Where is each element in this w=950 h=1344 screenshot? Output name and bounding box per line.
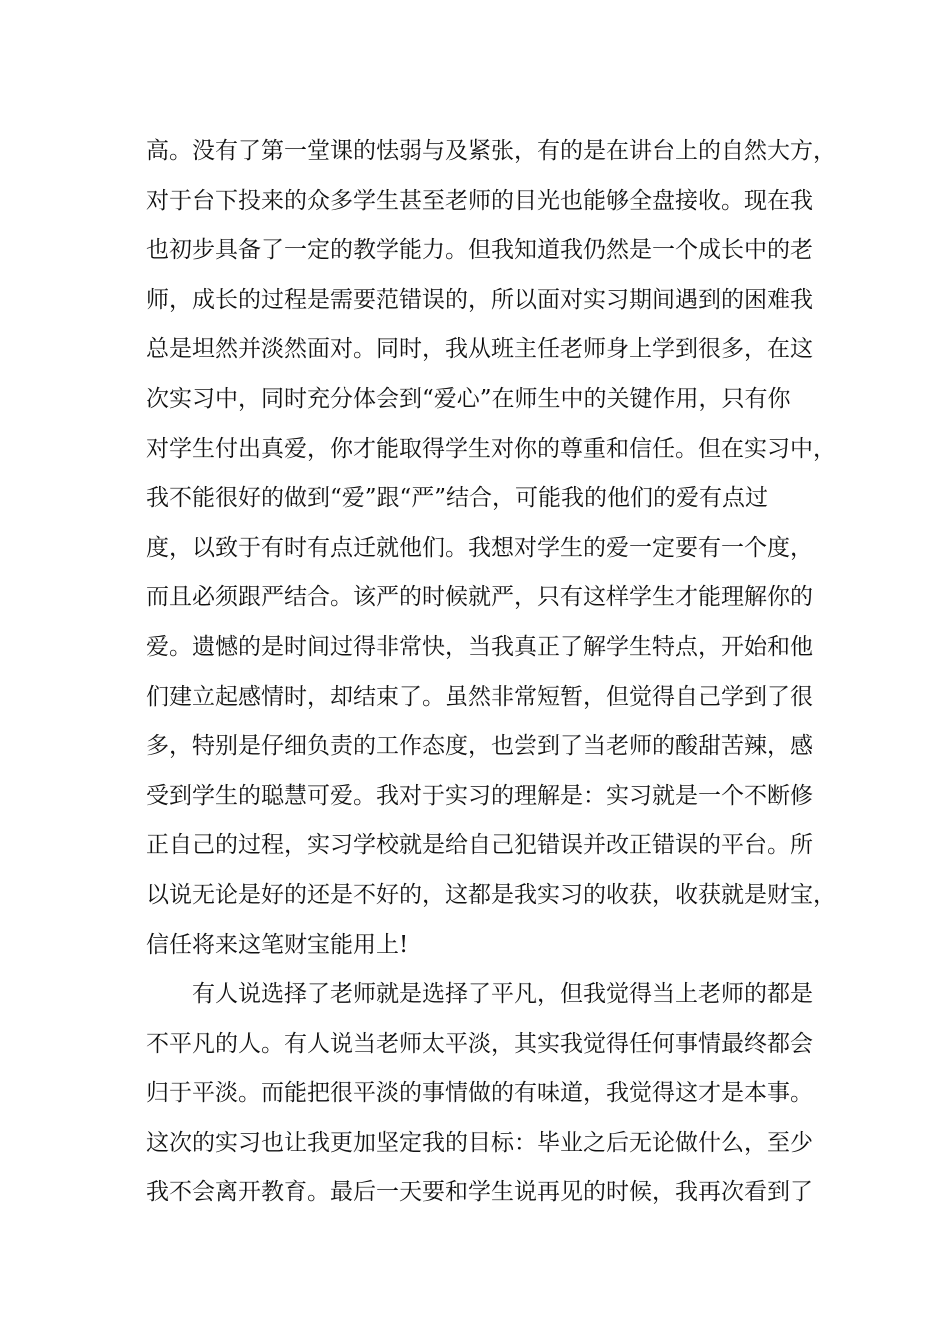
text-line: 我不会离开教育。最后一天要和学生说再见的时候，我再次看到了	[146, 1179, 813, 1206]
text-line: 对于台下投来的众多学生甚至老师的目光也能够全盘接收。现在我	[146, 187, 813, 214]
text-line: 受到学生的聪慧可爱。我对于实习的理解是：实习就是一个不断修	[146, 782, 813, 809]
text-line: 总是坦然并淡然面对。同时，我从班主任老师身上学到很多，在这	[146, 336, 813, 363]
text-line: 而且必须跟严结合。该严的时候就严，只有这样学生才能理解你的	[146, 584, 813, 611]
text-line: 也初步具备了一定的教学能力。但我知道我仍然是一个成长中的老	[146, 237, 813, 264]
text-line: 度，以致于有时有点迁就他们。我想对学生的爱一定要有一个度，	[146, 534, 813, 561]
text-line: 爱。遗憾的是时间过得非常快，当我真正了解学生特点，开始和他	[146, 633, 813, 660]
body-text	[146, 131, 836, 1222]
text-line: 以说无论是好的还是不好的，这都是我实习的收获，收获就是财宝，	[146, 881, 836, 908]
text-line: 次实习中，同时充分体会到“爱心”在师生中的关键作用，只有你	[146, 385, 791, 412]
text-line: 师，成长的过程是需要范错误的，所以面对实习期间遇到的困难我	[146, 286, 813, 313]
text-line: 信任将来这笔财宝能用上!	[146, 931, 409, 958]
text-line: 对学生付出真爱，你才能取得学生对你的尊重和信任。但在实习中，	[146, 435, 836, 462]
text-line: 我不能很好的做到“爱”跟“严”结合，可能我的他们的爱有点过	[146, 485, 769, 512]
text-line: 们建立起感情时，却结束了。虽然非常短暂，但觉得自己学到了很	[146, 683, 813, 710]
text-line: 多，特别是仔细负责的工作态度，也尝到了当老师的酸甜苦辣，感	[146, 733, 813, 760]
text-line: 正自己的过程，实习学校就是给自己犯错误并改正错误的平台。所	[146, 832, 813, 859]
text-line: 不平凡的人。有人说当老师太平淡，其实我觉得任何事情最终都会	[146, 1030, 813, 1057]
text-line: 高。没有了第一堂课的怯弱与及紧张，有的是在讲台上的自然大方，	[146, 138, 836, 164]
text-line: 这次的实习也让我更加坚定我的目标：毕业之后无论做什么，至少	[146, 1129, 813, 1156]
paragraph-start-line: 有人说选择了老师就是选择了平凡，但我觉得当上老师的都是	[192, 981, 813, 1008]
text-line: 归于平淡。而能把很平淡的事情做的有味道，我觉得这才是本事。	[146, 1080, 813, 1107]
